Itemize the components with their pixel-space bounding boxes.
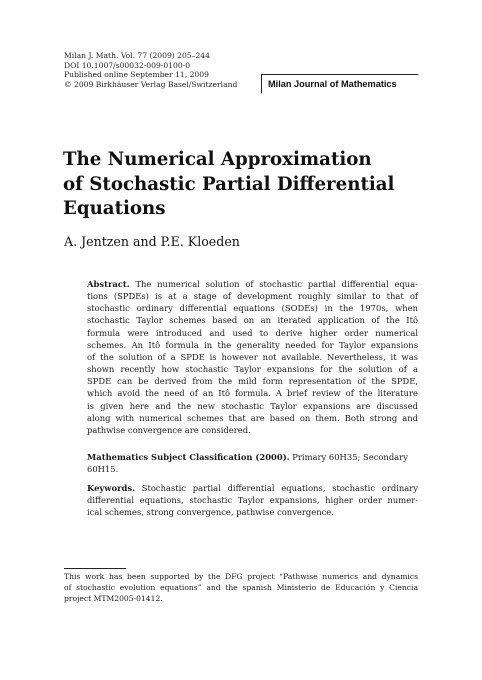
abstract-line: pathwise convergence are considered. (87, 424, 251, 435)
footnote-line: This work has been supported by the DFG project “Pathwise numerics and dynamics (64, 572, 418, 581)
journal-reference: Milan J. Math. Vol. 77 (2009) 205–244 (64, 51, 210, 60)
abstract-line: is given here and the new stochastic Taylor expansions are discussed (87, 400, 418, 411)
title-line: Equations (63, 198, 166, 219)
footnote-line: of stochastic evolution equations” and the spanish Ministerio de Educación y Ciencia (64, 582, 418, 592)
keywords-line: ical schemes, strong convergence, pathwise convergence. (87, 507, 334, 518)
keywords-label: Keywords. (87, 483, 135, 493)
published-date: Published online September 11, 2009 (64, 70, 209, 80)
msc-line: 60H15. (87, 464, 119, 475)
abstract-label: Abstract. (87, 279, 130, 289)
abstract-line: stochastic ordinary differential equations (SODEs) in the 1970s, when (87, 303, 418, 314)
journal-name-box (261, 74, 418, 93)
keywords-text: Stochastic partial differential equations, stochastic ordinary (134, 483, 418, 493)
publication-metadata (64, 51, 237, 89)
title-line: of Stochastic Partial Differential (63, 173, 395, 195)
msc-codes: Primary 60H35; Secondary (289, 452, 408, 462)
subject-classification (87, 451, 418, 475)
abstract-line (87, 278, 418, 290)
doi: DOI 10.1007/s00032-009-0100-0 (64, 60, 191, 70)
abstract-line: schemes. An Itô formula in the generality needed for Taylor expansions (87, 339, 418, 350)
paper-title (63, 148, 394, 222)
abstract-line: shown recently how stochastic Taylor expansions for the solution of a (87, 364, 418, 375)
keywords-line (87, 482, 418, 494)
abstract-line: stochastic Taylor schemes based on an iterated application of the Itô (87, 315, 418, 326)
abstract-line: tions (SPDEs) is at a stage of development roughly similar to that of (87, 291, 418, 302)
title-line: The Numerical Approximation (63, 149, 372, 170)
abstract-line: which avoid the need of an Itô formula. A brief review of the literature (87, 388, 418, 399)
msc-line (87, 451, 418, 463)
abstract-line: formula were introduced and used to derive higher order numerical (87, 327, 418, 338)
msc-label: Mathematics Subject Classification (2000). (87, 452, 290, 462)
keywords (87, 482, 418, 518)
keywords-line: differential equations, stochastic Taylor expansions, higher order numer- (87, 495, 418, 506)
abstract-line: of the solution of a SPDE is however not available. Nevertheless, it was (87, 351, 418, 362)
footnote-line: project MTM2005-01412. (64, 593, 163, 603)
abstract (87, 278, 418, 436)
copyright: © 2009 Birkhäuser Verlag Basel/Switzerland (64, 79, 238, 89)
abstract-line: SPDE can be derived from the mild form representation of the SPDE, (87, 376, 418, 387)
footnote (64, 572, 418, 604)
abstract-line: along with numerical schemes that are based on them. Both strong and (87, 412, 418, 423)
abstract-text: The numerical solution of stochastic partial differential equa- (129, 279, 418, 289)
journal-name: Milan Journal of Mathematics (268, 79, 397, 89)
authors: A. Jentzen and P.E. Kloeden (64, 234, 240, 249)
footnote-divider (64, 568, 126, 569)
